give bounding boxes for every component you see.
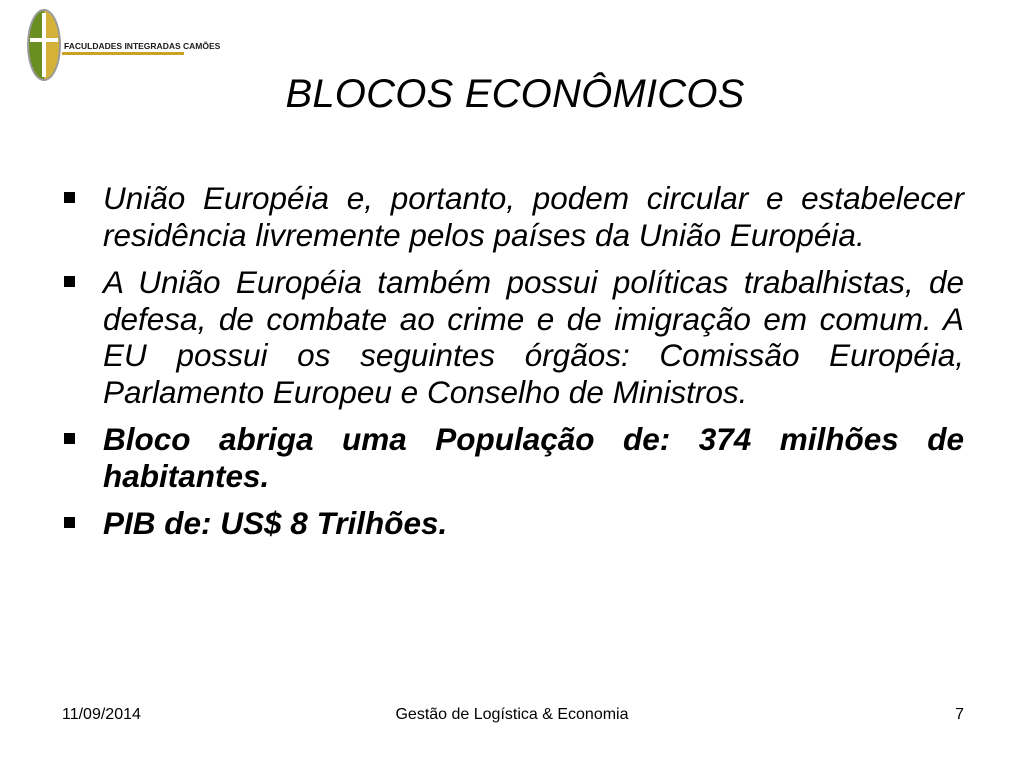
bullet-text: União Européia e, portanto, podem circular e estabelecer residência livremente pelos países da União Européia. [103, 180, 964, 253]
bullet-text: Bloco abriga uma População de: 374 milhões de habitantes. [103, 421, 964, 494]
square-bullet-icon [64, 276, 75, 287]
bullet-item [62, 180, 964, 253]
bullet-text: A União Européia também possui políticas trabalhistas, de defesa, de combate ao crime e de imigração em comum. A EU possui os seguintes órgãos: Comissão Européia, Parlamento Europeu e Conselho de Ministros. [103, 264, 964, 410]
footer-title: Gestão de Logística & Economia [395, 706, 629, 723]
slide-title: BLOCOS ECONÔMICOS [285, 72, 745, 116]
square-bullet-icon [64, 433, 75, 444]
page-number: 7 [955, 706, 964, 723]
bullet-item [62, 264, 964, 410]
bullet-item [62, 421, 964, 494]
bullet-text: PIB de: US$ 8 Trilhões. [103, 505, 448, 541]
square-bullet-icon [64, 517, 75, 528]
square-bullet-icon [64, 192, 75, 203]
bullet-list [62, 180, 964, 553]
footer-date: 11/09/2014 [62, 706, 141, 723]
college-logo [26, 8, 221, 82]
logo-text: FACULDADES INTEGRADAS CAMÕES [64, 41, 221, 51]
shield-emblem-icon [26, 8, 221, 82]
bullet-item [62, 505, 964, 542]
